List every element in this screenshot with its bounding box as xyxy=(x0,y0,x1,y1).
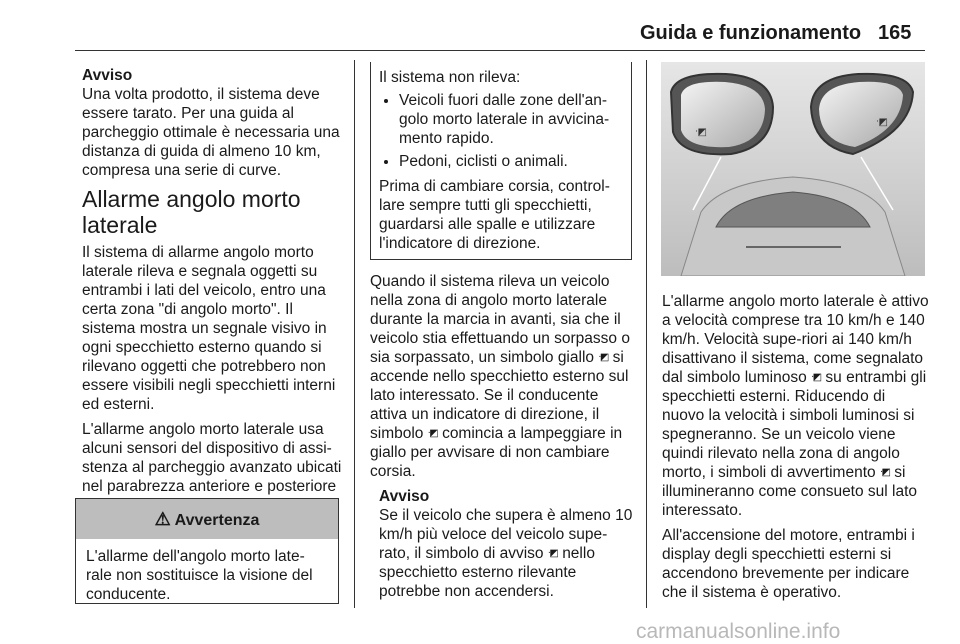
note-text: Una volta prodotto, il sistema deve essere tarato. Per una guida al parcheggio ottimale è necessaria una distanza di guida di almeno 10 km, compresa una serie di curve. xyxy=(82,86,340,179)
list-item: • Veicoli fuori dalle zone dell'an-golo morto laterale in avvicina-mento rapido. xyxy=(399,91,623,148)
list-item: • Pedoni, ciclisti o animali. xyxy=(399,152,623,171)
warning-title: Avvertenza xyxy=(174,512,260,529)
column-divider-1 xyxy=(354,60,355,608)
page-header-title: Guida e funzionamento xyxy=(640,22,862,44)
svg-text:ᐧ◩: ᐧ◩ xyxy=(876,117,889,128)
car-mirrors-illustration xyxy=(661,62,925,276)
blind-spot-symbol-icon: ᐧ◩ xyxy=(427,428,438,439)
note-part: nello specchietto esterno rilevante potrebbe non accendersi. xyxy=(379,545,595,600)
paragraph: Il sistema di allarme angolo morto laterale rileva e segnala oggetti su entrambi i lati del veicolo, entro una certa zona "di angolo morto". Il sistema mostra un segnale visivo in ogni specchietto esterno quando si rilevano oggetti che potrebbero non essere visibili negli specchietti interni ed esterni. xyxy=(82,244,336,413)
blind-spot-symbol-icon: ᐧ◩ xyxy=(811,372,822,383)
page-number: 165 xyxy=(878,22,912,44)
warning-triangle-icon: ⚠ xyxy=(154,509,171,529)
blind-spot-symbol-icon: ᐧ◩ xyxy=(879,467,890,478)
blind-spot-symbol-icon: ᐧ◩ xyxy=(547,548,558,559)
paragraph-part: su entrambi gli specchietti esterni. Riducendo di nuovo la velocità i simboli luminosi si spegneranno. Se un veicolo viene quindi rilevato nella zona di angolo morto, i simboli di avvertimento xyxy=(662,369,927,481)
blind-spot-symbol-icon: ᐧ◩ xyxy=(598,352,609,363)
column-1 xyxy=(82,66,344,521)
note-title: Avviso xyxy=(379,488,430,505)
header-rule xyxy=(75,50,925,51)
paragraph-part: Quando il sistema rileva un veicolo nella zona di angolo morto laterale durante la marcia in avanti, sia che il veicolo stia effettuando un sorpasso o sia sorpassato, un simbolo giallo xyxy=(370,273,630,366)
not-detected-list xyxy=(379,91,623,171)
column-3 xyxy=(662,292,930,608)
note-part: Se il veicolo che supera è almeno 10 km/h più veloce del veicolo supe-rato, il simbolo di avviso xyxy=(379,507,633,562)
not-detected-intro: Il sistema non rileva: xyxy=(379,69,521,86)
advice-text: Prima di cambiare corsia, control-lare sempre tutti gli specchietti, guardarsi alle spalle e utilizzare l'indicatore di direzione. xyxy=(379,178,610,252)
paragraph-part: L'allarme angolo morto laterale è attivo a velocità comprese tra 10 km/h e 140 km/h. Velocità supe-riori ai 140 km/h disattivano il sistema, come segnalato dal simbolo luminoso xyxy=(662,293,929,386)
not-detected-box xyxy=(370,62,632,260)
watermark: carmanualsonline.info xyxy=(636,620,841,643)
paragraph: L'allarme angolo morto laterale usa alcuni sensori del dispositivo di assi-stenza al parcheggio avanzato ubicati nel parabrezza anteriore e posteriore xyxy=(82,421,342,495)
column-divider-2 xyxy=(646,60,647,608)
warning-box xyxy=(75,498,339,604)
warning-header xyxy=(76,499,338,539)
note-block xyxy=(370,487,638,601)
paragraph-part: comincia a lampeggiare in giallo per avvisare di non cambiare corsia. xyxy=(370,425,623,480)
warning-text: L'allarme dell'angolo morto late-rale non sostituisce la visione del conducente. xyxy=(86,548,313,603)
svg-text:ᐧ◩: ᐧ◩ xyxy=(695,127,708,138)
paragraph xyxy=(370,272,638,481)
paragraph-part: si accende nello specchietto esterno sul lato interessato. Se il conducente attiva un indicatore di direzione, il simbolo xyxy=(370,349,629,442)
section-heading: Allarme angolo morto laterale xyxy=(82,186,301,238)
mirror-illustration xyxy=(661,62,925,276)
paragraph xyxy=(662,292,930,520)
paragraph: All'accensione del motore, entrambi i display degli specchietti esterni si accendono brevemente per indicare che il sistema è operativo. xyxy=(662,527,915,601)
note-title: Avviso xyxy=(82,67,133,84)
paragraph-part: si illumineranno come consueto sul lato interessato. xyxy=(662,464,918,519)
column-2 xyxy=(370,272,638,607)
note-text xyxy=(379,506,638,601)
